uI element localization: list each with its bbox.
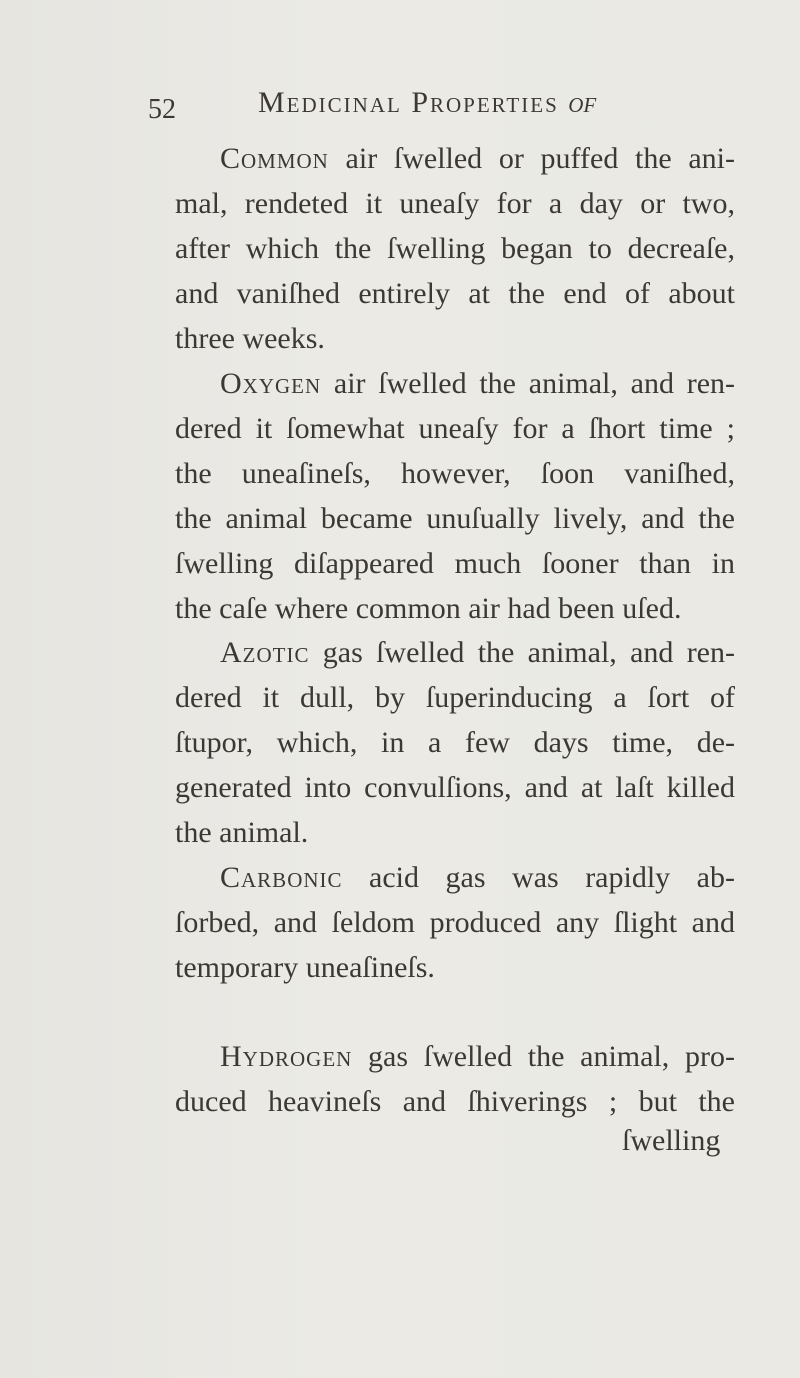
page-header bbox=[148, 86, 708, 130]
paragraph-line: the animal. bbox=[175, 816, 309, 849]
paragraph-line: duced heavineſs and ſhiverings ; but the bbox=[175, 1085, 735, 1118]
paragraph-line: and vaniſhed entirely at the end of about bbox=[175, 277, 735, 310]
line-text: air ſwelled the animal, and ren- bbox=[321, 367, 735, 400]
paragraph-line: the animal became unuſually lively, and the bbox=[175, 502, 735, 535]
running-title-text: Medicinal Properties bbox=[258, 86, 559, 119]
line-text: air ſwelled or puffed the ani- bbox=[328, 142, 735, 175]
paragraph-line bbox=[175, 630, 735, 675]
line-text: gas ſwelled the animal, pro- bbox=[352, 1040, 735, 1073]
page-number: 52 bbox=[148, 94, 176, 125]
paragraph-line: ſorbed, and ſeldom produced any ſlight and bbox=[175, 906, 735, 939]
paragraph-line: after which the ſwelling began to decreaſe, bbox=[175, 232, 735, 265]
line-text: gas ſwelled the animal, and ren- bbox=[309, 636, 735, 669]
paragraph-line bbox=[175, 361, 735, 406]
paragraph-lead: Hydrogen bbox=[220, 1040, 353, 1073]
running-title bbox=[258, 86, 596, 120]
paragraph-line: the caſe where common air had been uſed. bbox=[175, 592, 682, 625]
paragraph-line: dered it dull, by ſuperinducing a ſort of bbox=[175, 681, 735, 714]
paragraph-line: generated into convulſions, and at laſt killed bbox=[175, 771, 735, 804]
paragraph-lead: Oxygen bbox=[220, 367, 322, 400]
paragraph-line: dered it ſomewhat uneaſy for a ſhort time ; bbox=[175, 412, 735, 445]
paragraph-carbonic-acid-gas bbox=[175, 855, 735, 990]
paragraph-line: ſwelling diſappeared much ſooner than in bbox=[175, 547, 735, 580]
paragraph-line: mal, rendeted it uneaſy for a day or two, bbox=[175, 187, 735, 220]
paragraph-lead: Carbonic bbox=[220, 861, 343, 894]
paragraph-line: the uneaſineſs, however, ſoon vaniſhed, bbox=[175, 457, 735, 490]
catchword: ſwelling bbox=[622, 1124, 721, 1157]
running-title-of: of bbox=[568, 86, 597, 119]
paragraph-lead: Azotic bbox=[220, 636, 310, 669]
paragraph-azotic-gas bbox=[175, 630, 735, 855]
paragraph-line: ſtupor, which, in a few days time, de- bbox=[175, 726, 735, 759]
paragraph-lead: Common bbox=[220, 142, 329, 175]
paragraph-common-air bbox=[175, 136, 735, 361]
paragraph-line bbox=[175, 855, 735, 900]
paragraph-line: temporary uneaſineſs. bbox=[175, 951, 435, 984]
paragraph-hydrogen-gas bbox=[175, 1034, 735, 1124]
paragraph-line bbox=[175, 136, 735, 181]
line-text: acid gas was rapidly ab- bbox=[342, 861, 735, 894]
paragraph-oxygen-air bbox=[175, 361, 735, 631]
paragraph-line bbox=[175, 1034, 735, 1079]
paragraph-line: three weeks. bbox=[175, 322, 325, 355]
